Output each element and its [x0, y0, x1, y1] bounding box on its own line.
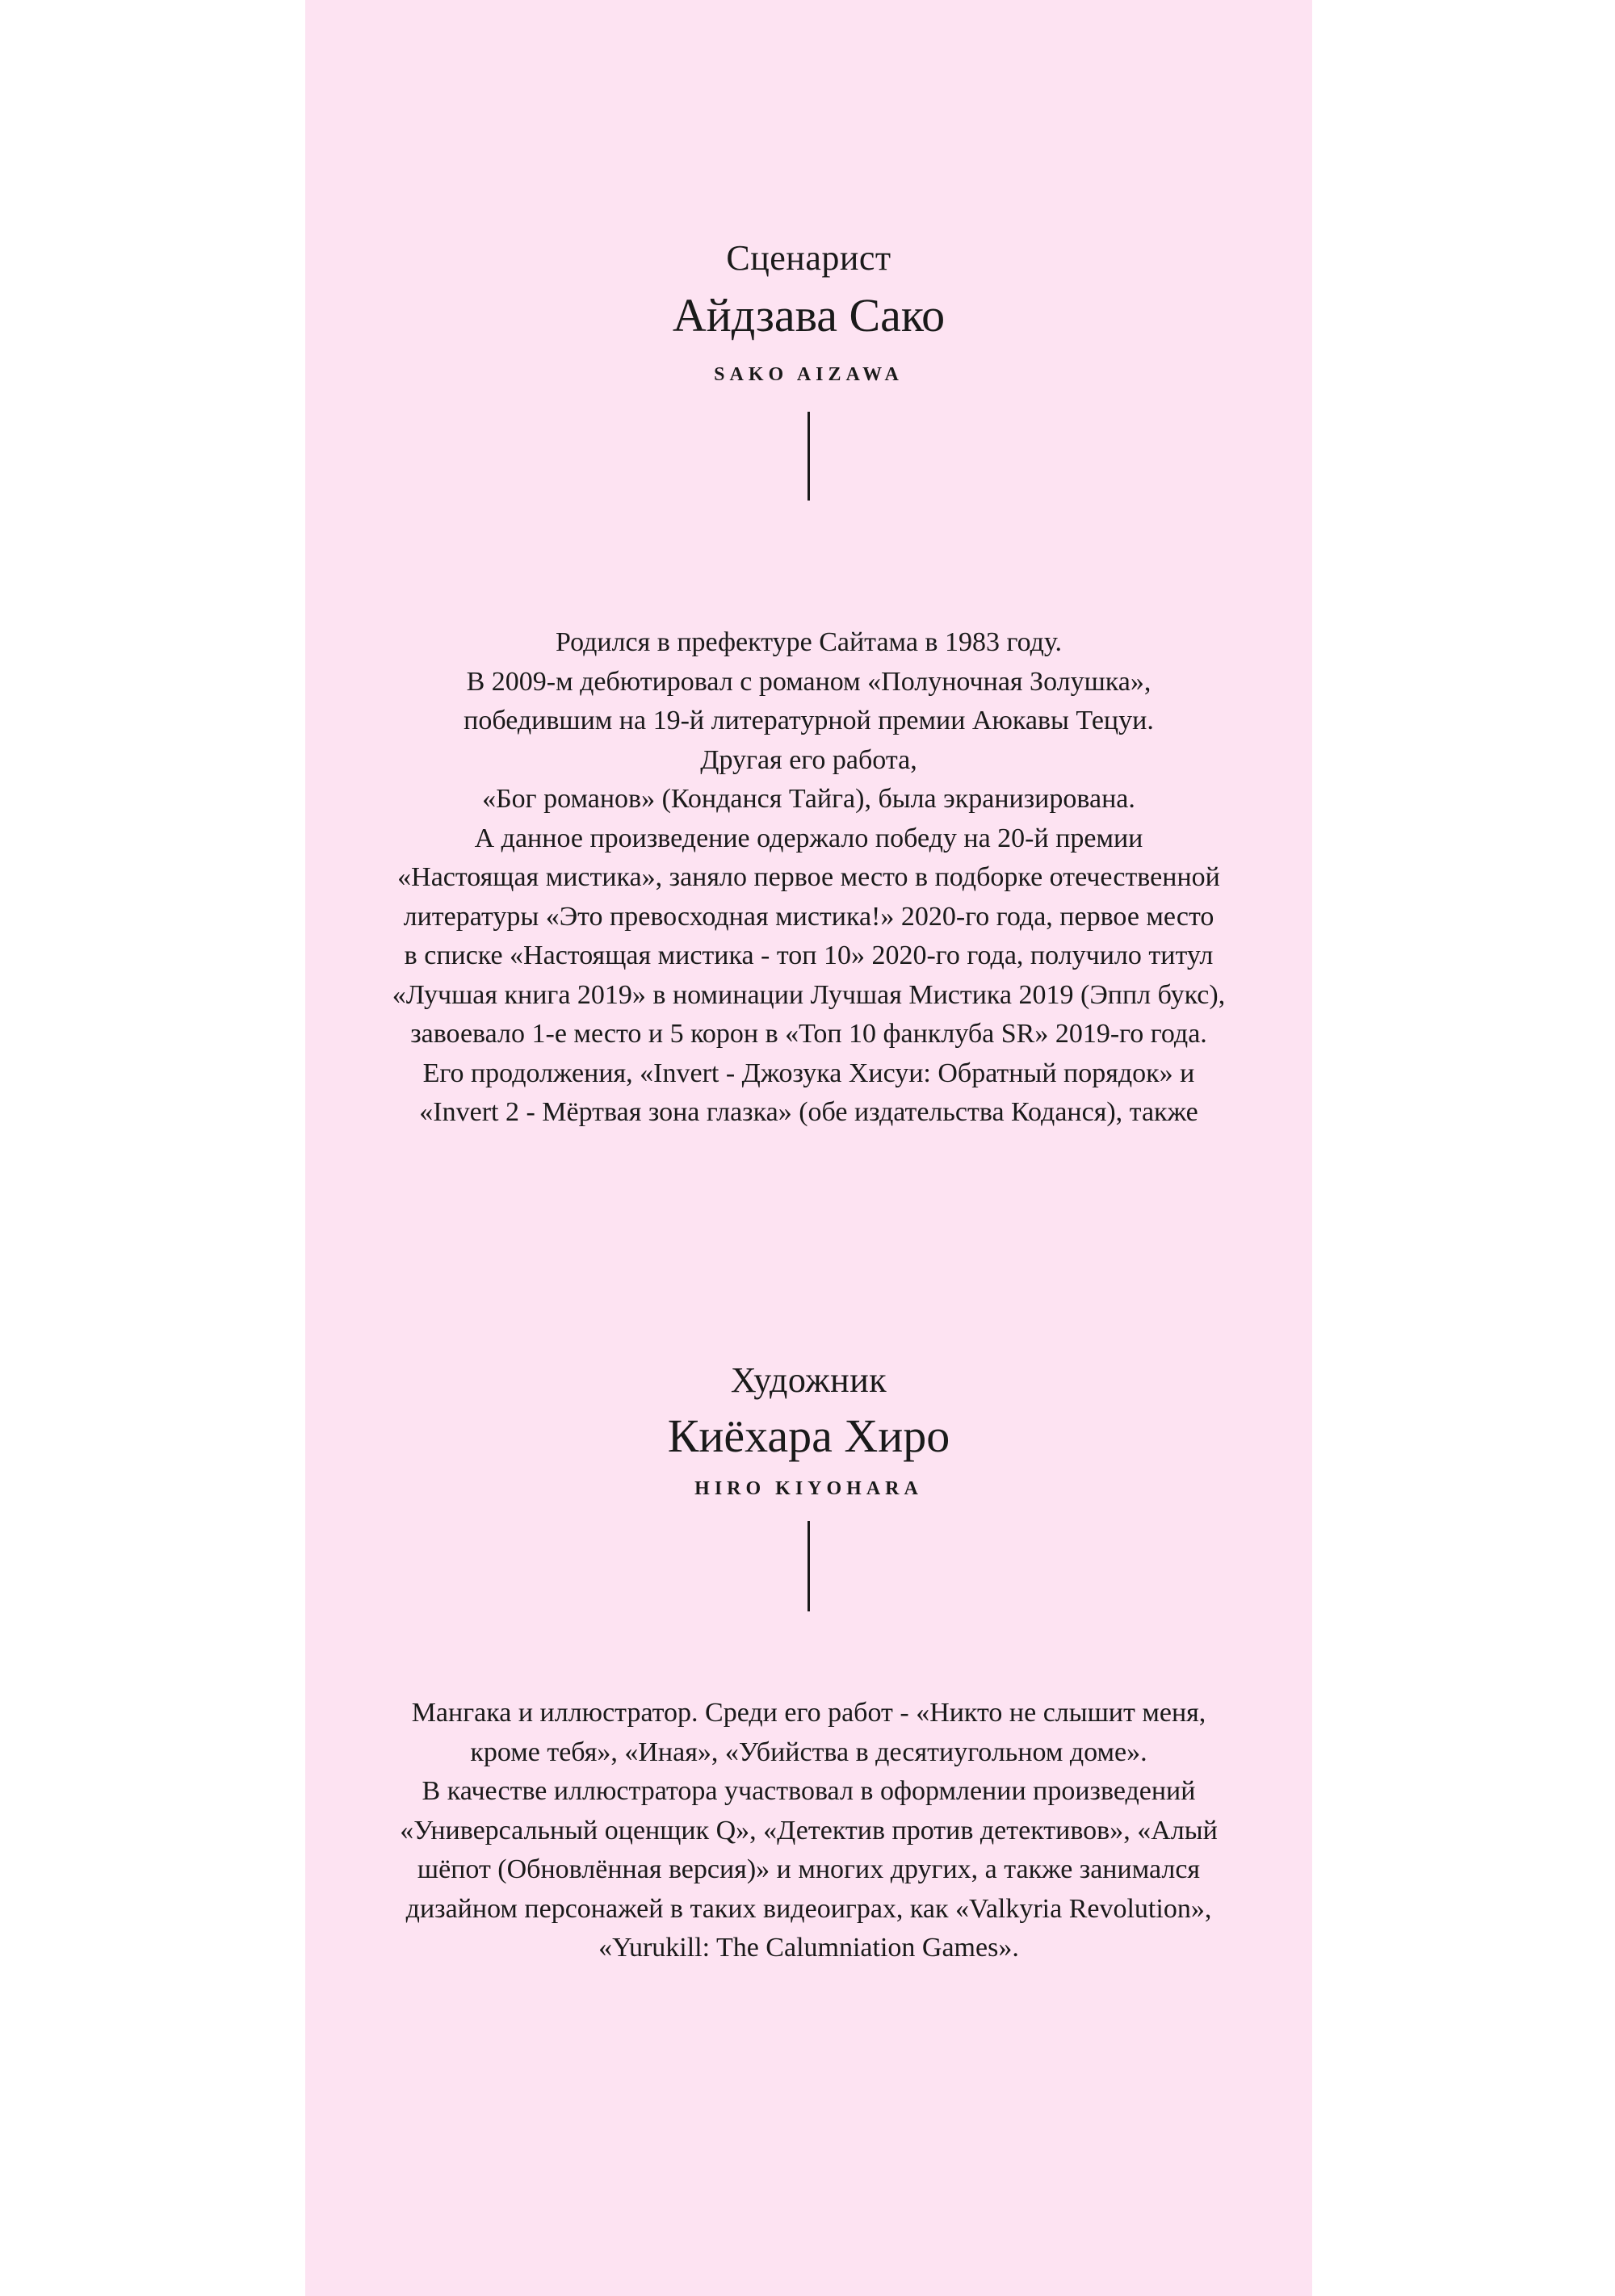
artist-bio-line: шёпот (Обновлённая версия)» и многих других, а также занимался [417, 1854, 1201, 1884]
writer-bio-line: «Invert 2 - Мёртвая зона глазка» (обе издательства Коданся), также [419, 1097, 1198, 1127]
artist-bio-line: кроме тебя», «Иная», «Убийства в десятиугольном доме». [470, 1737, 1147, 1767]
artist-latin-name: HIRO KIYOHARA [694, 1478, 923, 1499]
writer-role: Сценарист [726, 238, 891, 278]
writer-bio-line: Родился в префектуре Сайтама в 1983 году. [556, 627, 1062, 657]
artist-bio [315, 1694, 1302, 1968]
artist-bio-line: В качестве иллюстратора участвовал в оформлении произведений [422, 1776, 1196, 1806]
writer-bio-line: победившим на 19-й литературной премии Аюкавы Тецуи. [464, 706, 1154, 735]
writer-bio-line: в списке «Настоящая мистика - топ 10» 2020-го года, получило титул [404, 941, 1214, 970]
writer-bio-line: «Настоящая мистика», заняло первое место в подборке отечественной [397, 862, 1220, 892]
artist-name: Киёхара Хиро [667, 1410, 950, 1462]
artist-role: Художник [730, 1360, 887, 1400]
writer-divider-line [808, 412, 810, 501]
writer-bio-line: А данное произведение одержало победу на 20-й премии [474, 823, 1143, 853]
writer-latin-name: SAKO AIZAWA [714, 364, 904, 385]
writer-name: Айдзава Сако [672, 289, 946, 341]
writer-bio-line: «Лучшая книга 2019» в номинации Лучшая Мистика 2019 (Эппл букс), [392, 979, 1226, 1010]
writer-bio-line: завоевало 1-е место и 5 корон в «Топ 10 фанклуба SR» 2019-го года. [410, 1019, 1207, 1049]
artist-bio-line: «Yurukill: The Calumniation Games». [598, 1933, 1019, 1963]
writer-bio-line: «Бог романов» (Конданся Тайга), была экранизирована. [482, 784, 1135, 814]
artist-bio-line: «Универсальный оценщик Q», «Детектив против детективов», «Алый [400, 1815, 1218, 1846]
artist-bio-line: Мангака и иллюстратор. Среди его работ - «Никто не слышит меня, [411, 1698, 1206, 1728]
writer-bio-line: В 2009-м дебютировал с романом «Полуночная Золушка», [466, 666, 1151, 697]
writer-bio-line: Другая его работа, [700, 744, 917, 775]
artist-bio-line: дизайном персонажей в таких видеоиграх, как «Valkyria Revolution», [405, 1893, 1212, 1924]
artist-divider-line [808, 1521, 810, 1611]
writer-bio-line: литературы «Это превосходная мистика!» 2020-го года, первое место [403, 901, 1214, 932]
writer-bio-line: Его продолжения, «Invert - Джозука Хисуи: Обратный порядок» и [422, 1058, 1195, 1088]
writer-bio [315, 623, 1302, 1133]
